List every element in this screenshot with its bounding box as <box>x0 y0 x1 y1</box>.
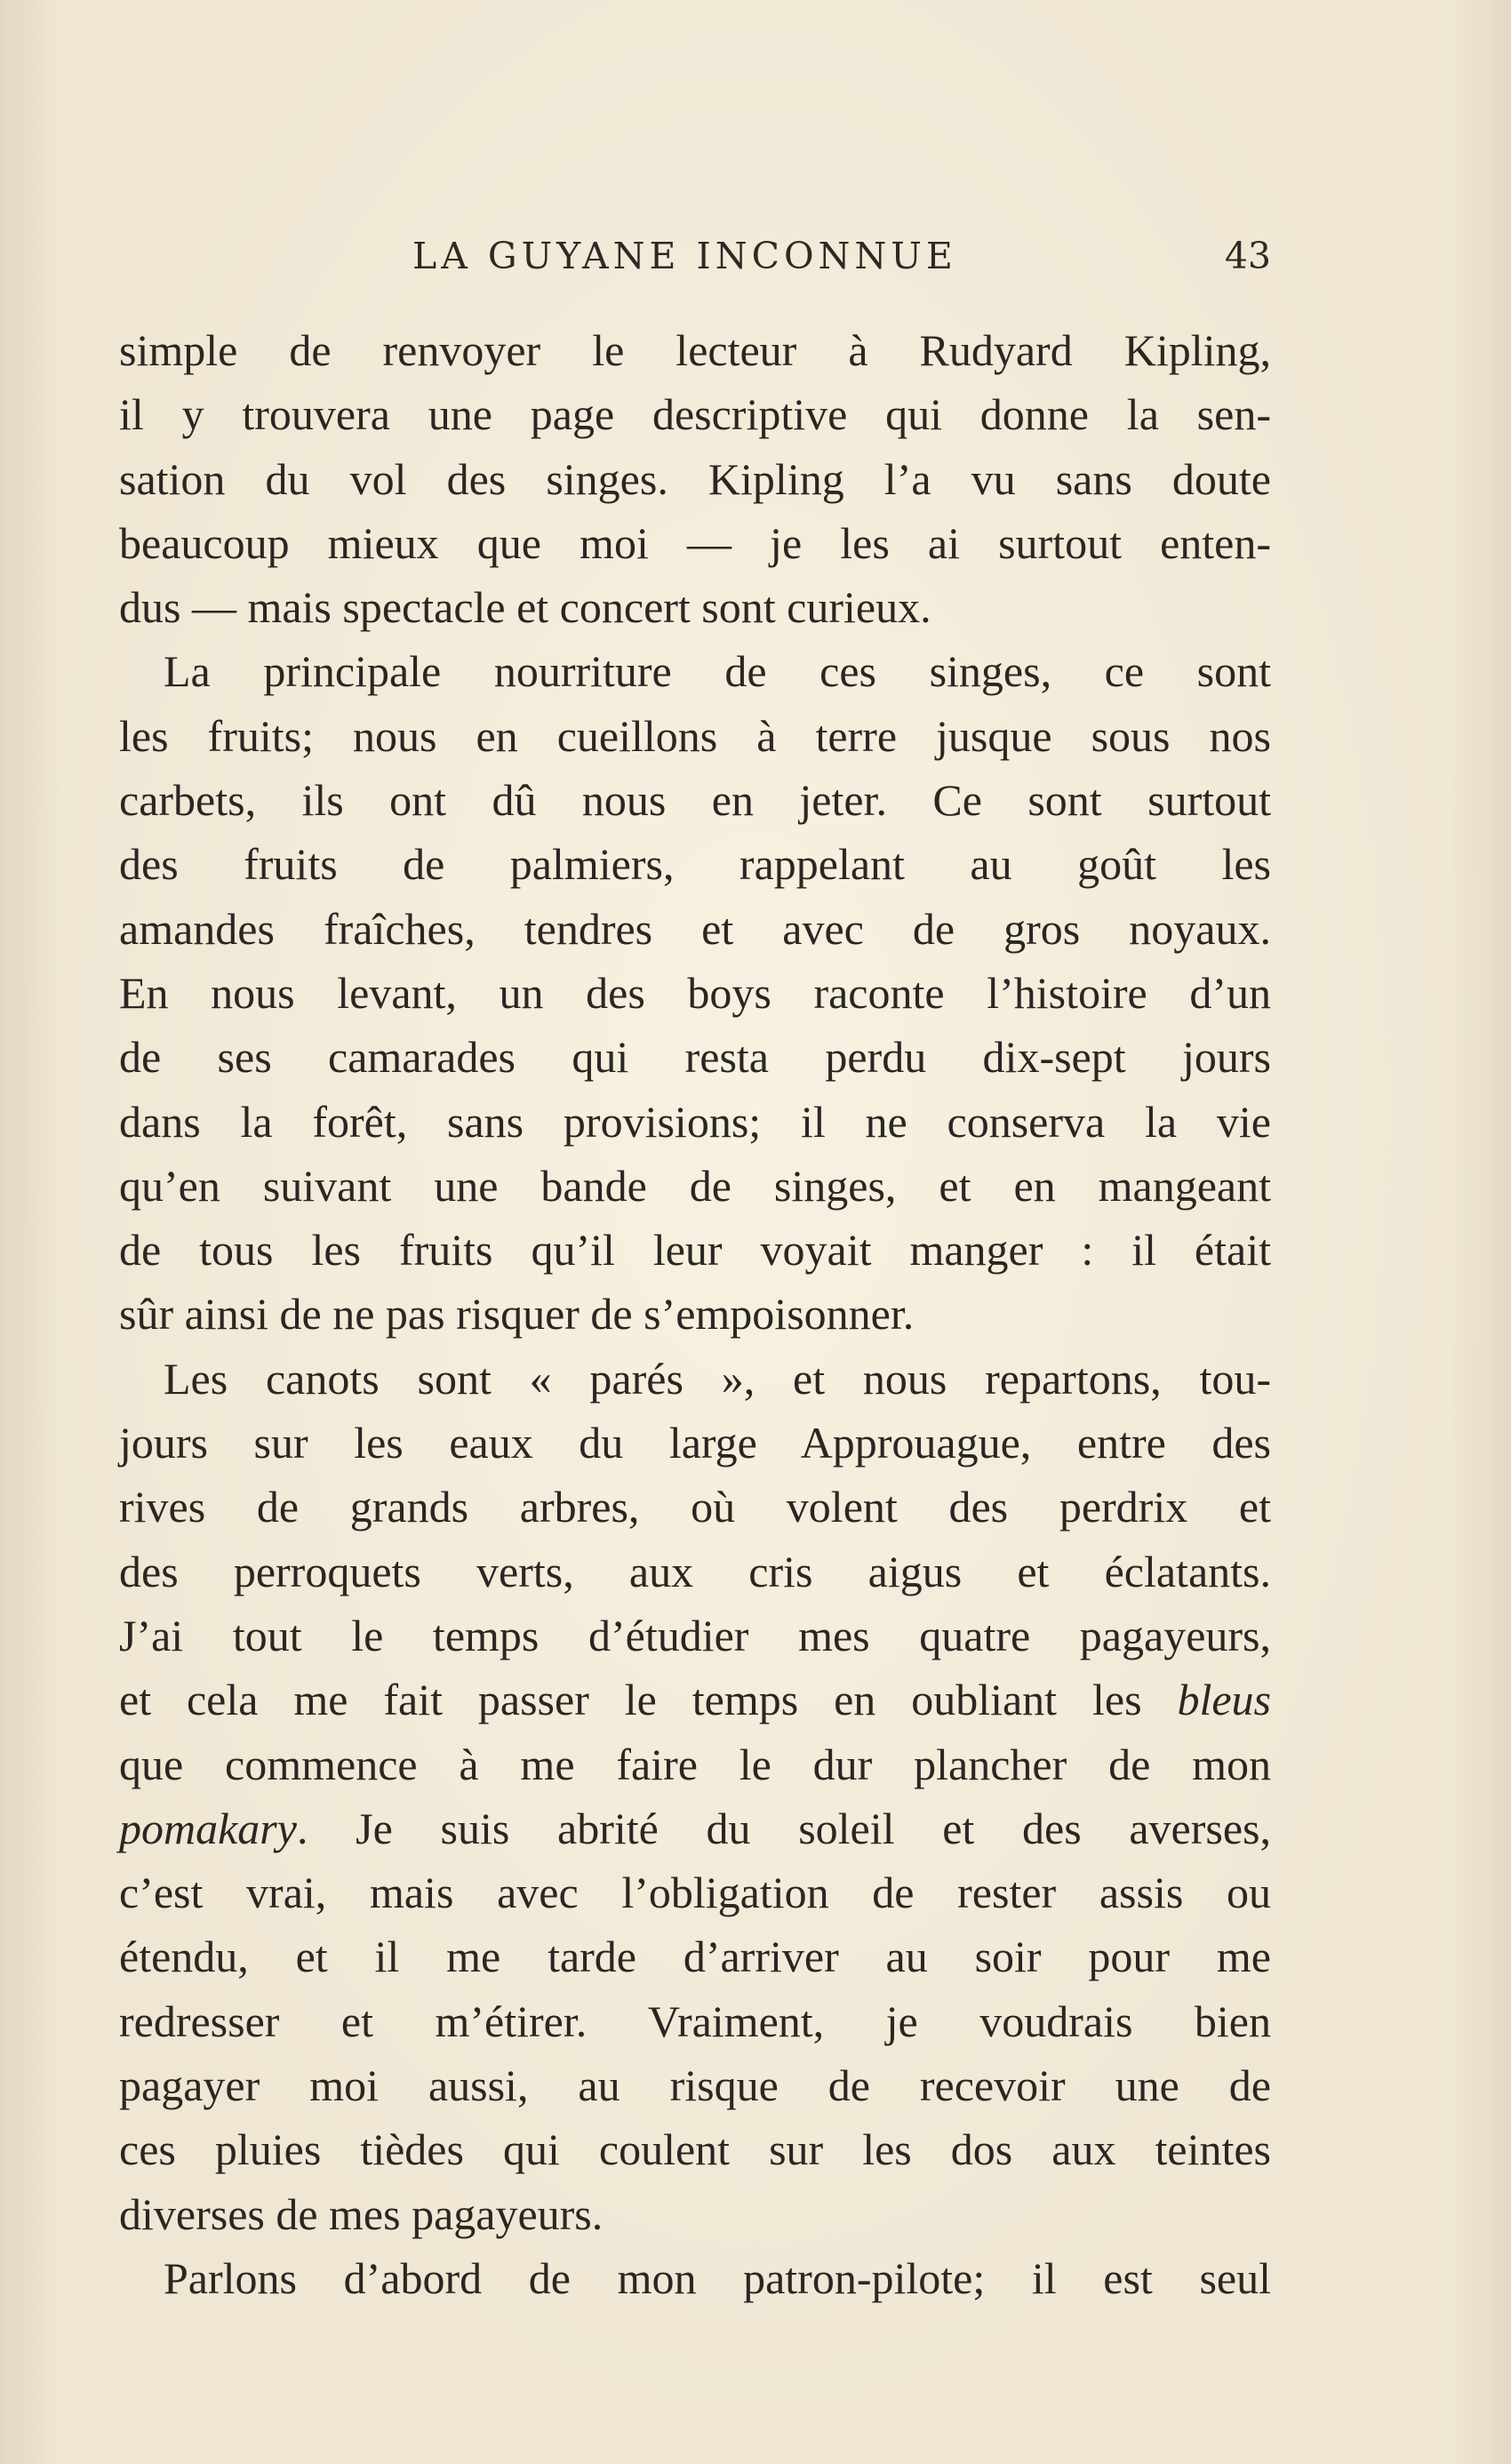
text-line: rives de grands arbres, où volent des perdrix et <box>119 1482 1271 1532</box>
text-line: jours sur les eaux du large Approuague, entre des <box>119 1418 1271 1468</box>
text-line: ces pluies tièdes qui coulent sur les dos aux teintes <box>119 2124 1271 2175</box>
text-line: c’est vrai, mais avec l’obligation de rester assis ou <box>119 1868 1271 1918</box>
text-line: dus — mais spectacle et concert sont curieux. <box>119 582 931 633</box>
text-line: des fruits de palmiers, rappelant au goût les <box>119 839 1271 890</box>
page-number: 43 <box>1224 235 1271 277</box>
text-line: redresser et m’étirer. Vraiment, je voudrais bien <box>119 1996 1271 2046</box>
text-line: qu’en suivant une bande de singes, et en mangeant <box>119 1160 1271 1211</box>
text-line: dans la forêt, sans provisions; il ne conserva la vie <box>119 1096 1271 1147</box>
text-line: les fruits; nous en cueillons à terre jusque sous nos <box>119 710 1271 761</box>
text-line: En nous levant, un des boys raconte l’histoire d’un <box>119 967 1271 1018</box>
text-line: simple de renvoyer le lecteur à Rudyard Kipling, <box>119 325 1271 375</box>
text-line: carbets, ils ont dû nous en jeter. Ce sont surtout <box>119 775 1271 826</box>
text-line: pagayer moi aussi, au risque de recevoir une de <box>119 2060 1271 2111</box>
italic-word: bleus <box>1177 1675 1271 1725</box>
page-header <box>119 229 1271 283</box>
text-line: il y trouvera une page descriptive qui donne la sen- <box>119 389 1271 440</box>
italic-word: pomakary <box>119 1803 297 1853</box>
text-line: sation du vol des singes. Kipling l’a vu sans doute <box>119 453 1271 504</box>
text-line: J’ai tout le temps d’étudier mes quatre pagayeurs, <box>119 1610 1271 1660</box>
running-title: LA GUYANE INCONNUE <box>412 235 957 277</box>
text-line: Les canots sont « parés », et nous repartons, tou- <box>164 1353 1271 1404</box>
text-line: étendu, et il me tarde d’arriver au soir pour me <box>119 1932 1271 1982</box>
body-text <box>119 318 1271 2310</box>
text-line: diverses de mes pagayeurs. <box>119 2188 604 2239</box>
text-line: et cela me fait passer le temps en oubliant les bleus <box>119 1675 1271 1725</box>
text-line: de tous les fruits qu’il leur voyait manger : il était <box>119 1225 1271 1276</box>
text-line: des perroquets verts, aux cris aigus et éclatants. <box>119 1546 1271 1596</box>
text-line: Parlons d’abord de mon patron-pilote; il est seul <box>164 2252 1271 2303</box>
text-line: pomakary. Je suis abrité du soleil et des averses, <box>119 1803 1271 1853</box>
text-line: sûr ainsi de ne pas risquer de s’empoisonner. <box>119 1289 915 1340</box>
text-line: La principale nourriture de ces singes, ce sont <box>164 646 1271 697</box>
text-line: de ses camarades qui resta perdu dix-sept jours <box>119 1032 1271 1083</box>
text-line: amandes fraîches, tendres et avec de gros noyaux. <box>119 903 1271 954</box>
text-line: que commence à me faire le dur plancher de mon <box>119 1739 1271 1789</box>
text-line: beaucoup mieux que moi — je les ai surtout enten- <box>119 517 1271 568</box>
